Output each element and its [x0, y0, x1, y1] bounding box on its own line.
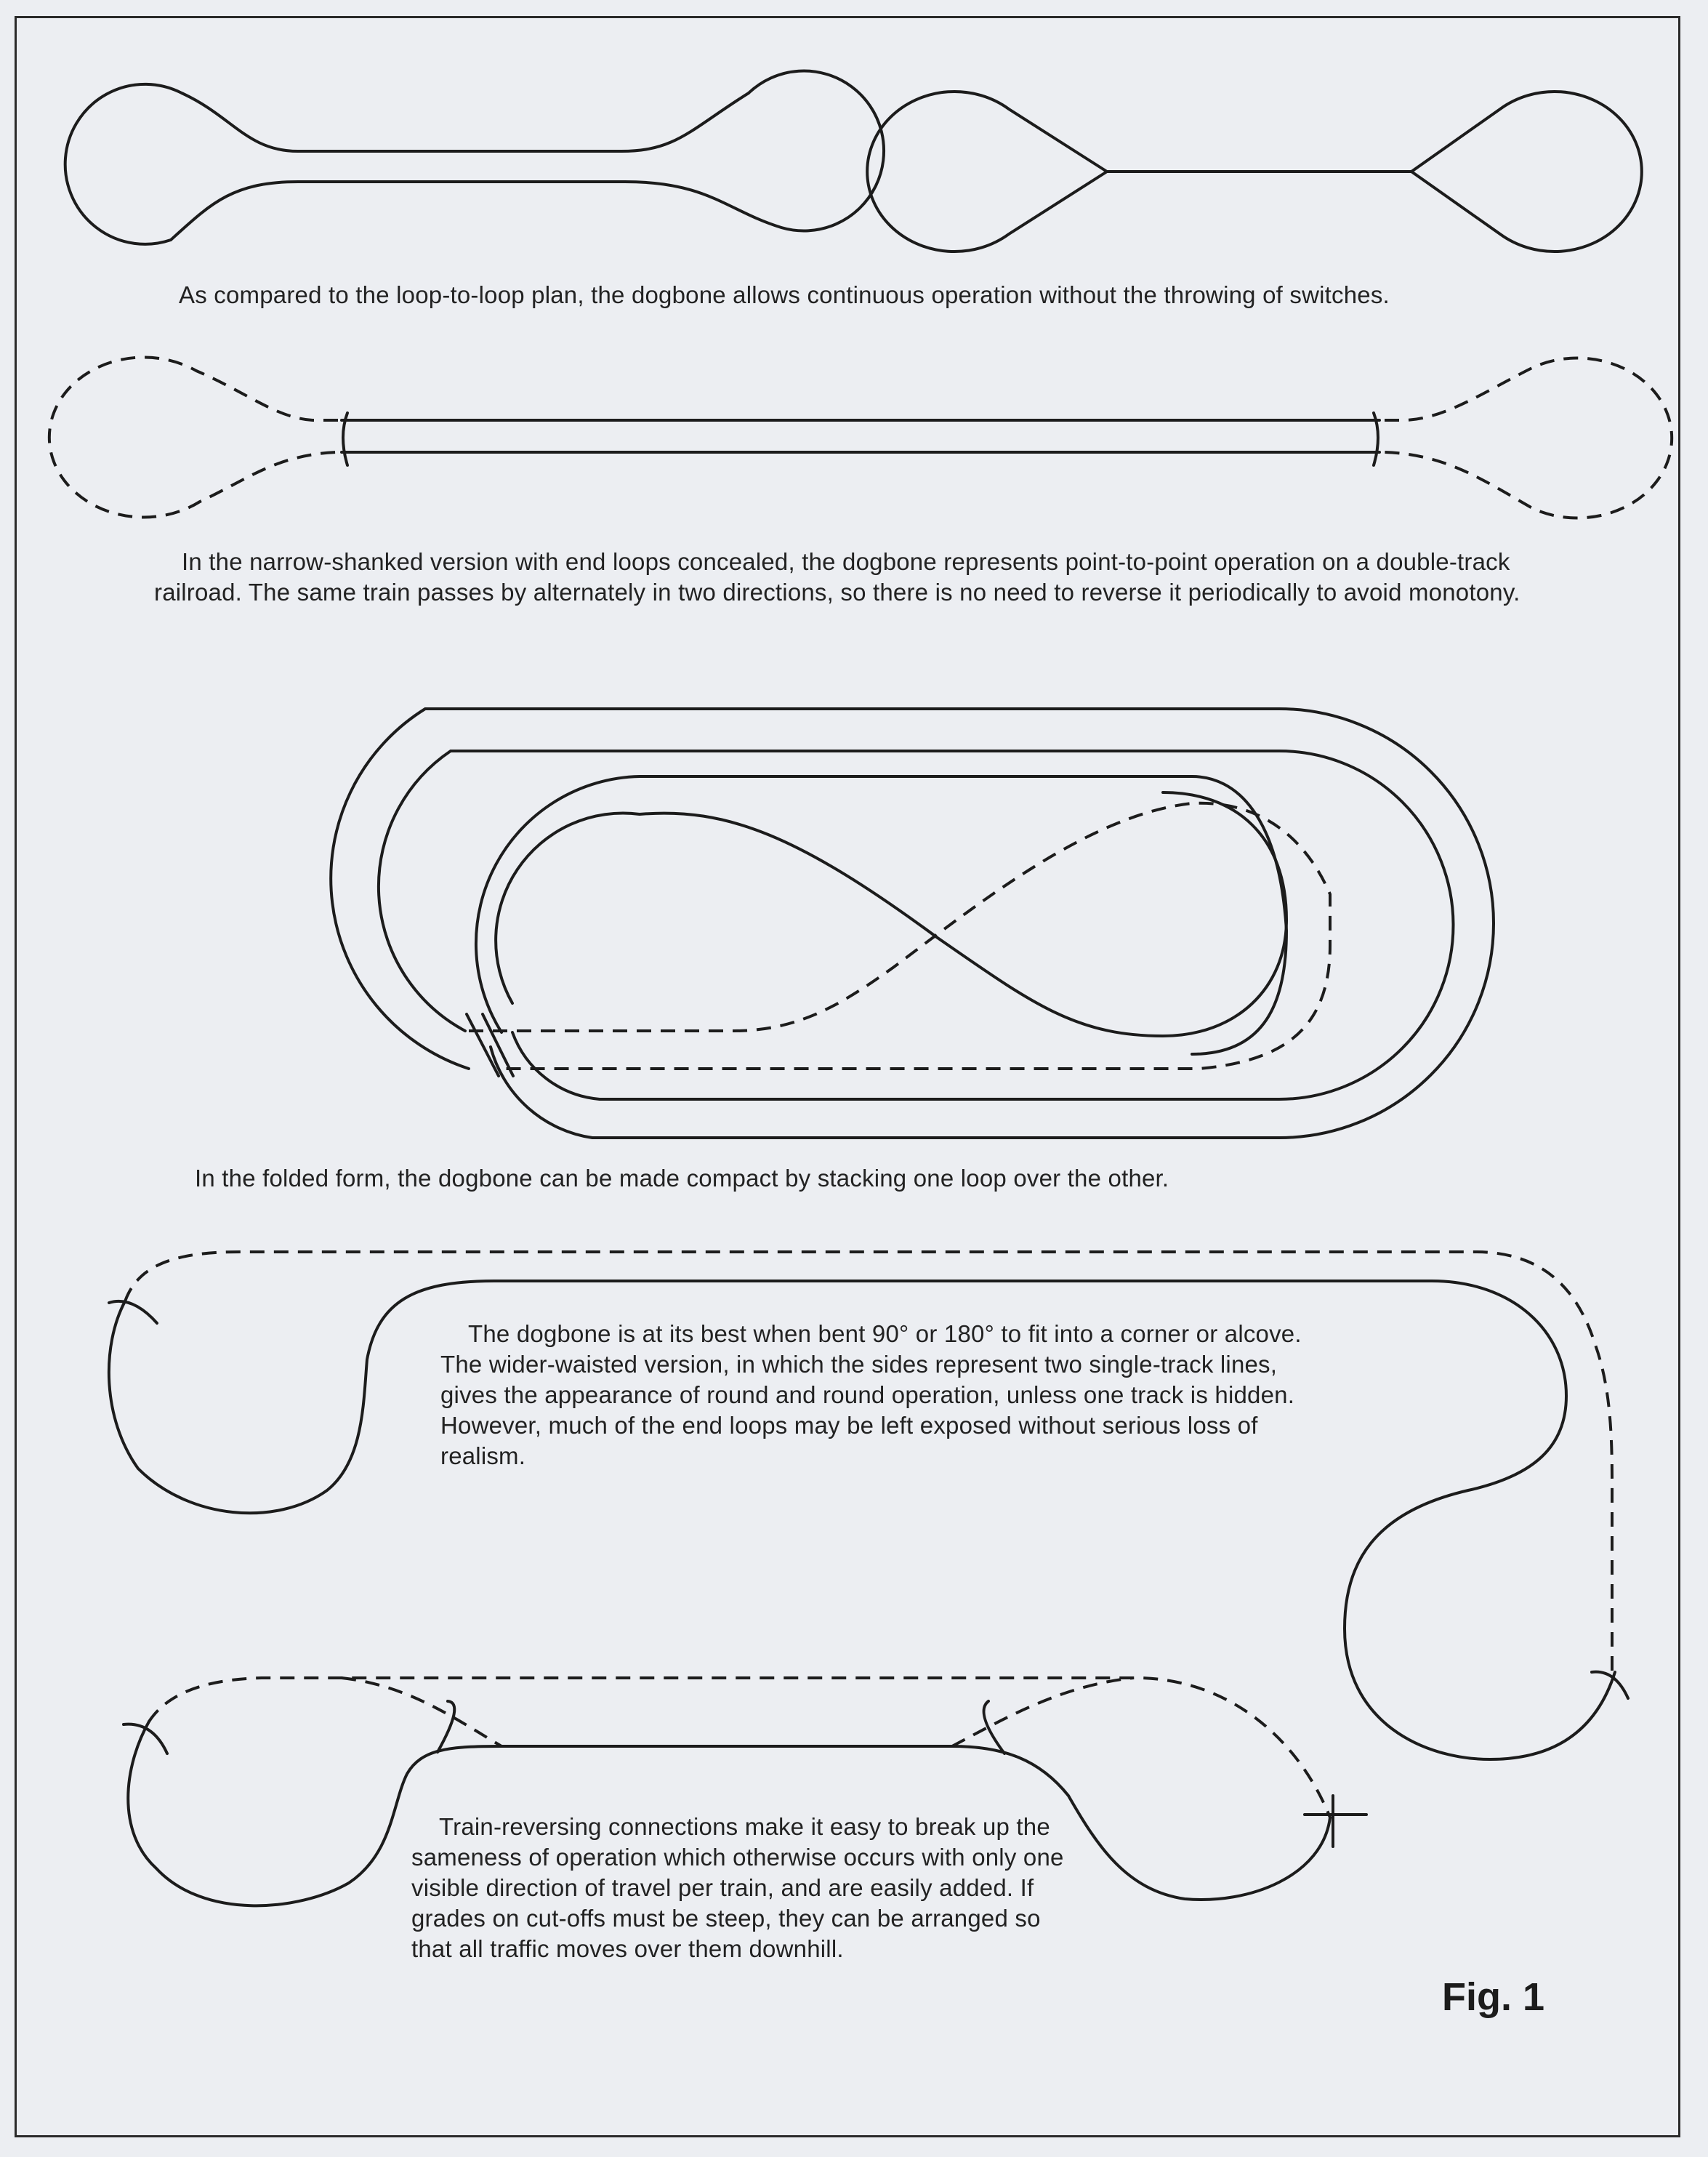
figure-eight-track [496, 792, 1286, 1036]
caption-folded-text: In the folded form, the dogbone can be made compact by stacking one loop over the other. [195, 1165, 1169, 1192]
dogbone-track [65, 71, 884, 244]
folded-diagram [331, 709, 1494, 1138]
caption-loop-to-loop [179, 280, 1560, 310]
figure-eight-hidden [469, 803, 1330, 1069]
reversing-tick-left [124, 1724, 167, 1754]
cutoff-right [952, 1678, 1134, 1746]
caption-reversing [411, 1812, 1066, 1964]
crossover-left [467, 1014, 499, 1076]
cutoff-left [342, 1678, 501, 1746]
caption-loop-to-loop-text: As compared to the loop-to-loop plan, the dogbone allows continuous operation without the throwing of switches. [179, 281, 1390, 308]
loop-to-loop-track [867, 92, 1642, 252]
outer-loop-2 [379, 751, 1454, 1099]
caption-narrow-shanked [154, 547, 1542, 608]
outer-loop-1 [331, 709, 1494, 1138]
concealed-right-loop [1385, 358, 1672, 518]
dogbone-diagram [65, 71, 884, 244]
reversing-tick-cutoff-r [984, 1701, 1004, 1754]
caption-folded [195, 1163, 1358, 1194]
caption-bent-text: The dogbone is at its best when bent 90° or 180° to fit into a corner or alcove. The wider-waisted version, in which the sides represent two single-track lines, gives the appearance of round and round operation, unless one track is hidden. However, much of the end loops may be left exposed without serious loss of realism. [440, 1320, 1302, 1469]
reversing-tick-right [1305, 1796, 1366, 1847]
inner-loop-1 [476, 776, 1286, 1054]
concealed-left-loop [49, 357, 338, 517]
narrow-shank-diagram [49, 357, 1672, 518]
loop-to-loop-diagram [867, 92, 1642, 252]
caption-bent [440, 1319, 1305, 1471]
caption-reversing-text: Train-reversing connections make it easy to break up the sameness of operation which otherwise occurs with only one visible direction of travel per train, and are easily added. If grades on cut-offs must be steep, they can be arranged so that all traffic moves over them downhill. [411, 1813, 1064, 1962]
figure-label: Fig. 1 [1442, 1975, 1545, 2019]
caption-narrow-shanked-text: In the narrow-shanked version with end loops concealed, the dogbone represents point-to-point operation on a double-track railroad. The same train passes by alternately in two directions, so there is no need to reverse it periodically to avoid monotony. [154, 548, 1520, 606]
